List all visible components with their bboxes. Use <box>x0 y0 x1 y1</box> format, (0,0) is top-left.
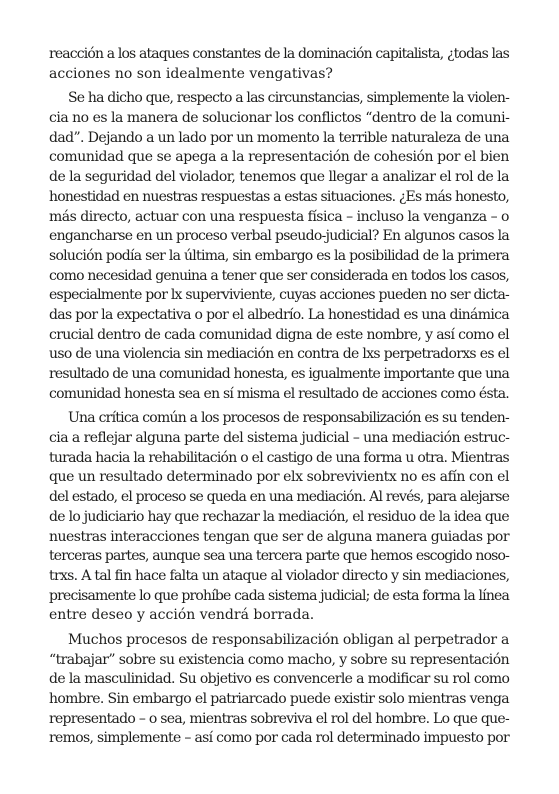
paragraph <box>49 45 509 84</box>
text-line: de la masculinidad. Su objetivo es convencerle a modificar su rol como <box>49 671 510 688</box>
text-line: honestidad en nuestras respuestas a estas situaciones. ¿Es más honesto, <box>49 188 510 205</box>
text-line: cia a reflejar alguna parte del sistema judicial – una mediación estruc- <box>49 430 510 447</box>
text-line: entre deseo y acción vendrá borrada. <box>49 607 315 624</box>
text-line: trxs. A tal fin hace falta un ataque al violador directo y sin mediaciones, <box>49 567 510 584</box>
text-line: comunidad que se apega a la representación de cohesión por el bien <box>49 149 510 166</box>
text-line: resultado de una comunidad honesta, es igualmente importante que una <box>49 366 509 382</box>
text-line: turada hacia la rehabilitación o el castigo de una forma u otra. Mientras <box>49 449 509 466</box>
text-line: crucial dentro de cada comunidad digna de este nombre, y así como el <box>49 326 509 343</box>
text-line: dad”. Dejando a un lado por un momento la terrible naturaleza de una <box>49 129 510 146</box>
document-page <box>49 45 509 754</box>
text-line: representado – o sea, mientras sobreviva el rol del hombre. Lo que que- <box>49 710 509 727</box>
text-line: uso de una violencia sin mediación en contra de lxs perpetradorxs es el <box>49 346 510 363</box>
text-line: acciones no son idealmente vengativas? <box>49 65 333 82</box>
text-line: Una crítica común a los procesos de responsabilización es su tenden- <box>68 410 509 427</box>
paragraph <box>49 409 509 626</box>
text-line: precisamente lo que prohíbe cada sistema judicial; de esta forma la línea <box>49 587 510 604</box>
text-line: nuestras interacciones tengan que ser de alguna manera guiadas por <box>49 528 510 545</box>
text-line: solución podía ser la última, sin embargo es la posibilidad de la primera <box>49 247 509 264</box>
text-line: cia no es la manera de solucionar los conflictos “dentro de la comuni- <box>49 110 510 127</box>
paragraph <box>49 631 509 749</box>
text-line: del estado, el proceso se queda en una mediación. Al revés, para alejarse <box>49 489 510 506</box>
text-line: das por la expectativa o por el albedrío. La honestidad es una dinámica <box>49 306 509 323</box>
text-line: de la seguridad del violador, tenemos que llegar a analizar el rol de la <box>49 169 509 186</box>
text-line: de lo judiciario hay que rechazar la mediación, el residuo de la idea que <box>49 508 509 525</box>
text-line: terceras partes, aunque sea una tercera parte que hemos escogido noso- <box>49 548 510 565</box>
text-line: remos, simplemente – así como por cada rol determinado impuesto por <box>49 730 509 747</box>
text-line: reacción a los ataques constantes de la dominación capitalista, ¿todas las <box>49 46 510 62</box>
text-line: que un resultado determinado por elx sobrevivientx no es afín con el <box>49 469 510 486</box>
text-line: “trabajar” sobre su existencia como macho, y sobre su representación <box>49 651 510 668</box>
paragraph <box>49 89 509 404</box>
text-line: comunidad honesta sea en sí misma el resultado de acciones como ésta. <box>49 385 509 402</box>
text-line: como necesidad genuina a tener que ser considerada en todos los casos, <box>49 267 510 284</box>
text-line: Muchos procesos de responsabilización obligan al perpetrador a <box>68 631 510 648</box>
text-line: engancharse en un proceso verbal pseudo-judicial? En algunos casos la <box>49 228 509 245</box>
text-line: Se ha dicho que, respecto a las circunstancias, simplemente la violen- <box>68 90 510 107</box>
text-line: hombre. Sin embargo el patriarcado puede existir solo mientras venga <box>49 691 510 707</box>
text-line: más directo, actuar con una respuesta física – incluso la venganza – o <box>49 208 509 225</box>
text-line: especialmente por lx superviviente, cuyas acciones pueden no ser dicta- <box>49 287 510 304</box>
